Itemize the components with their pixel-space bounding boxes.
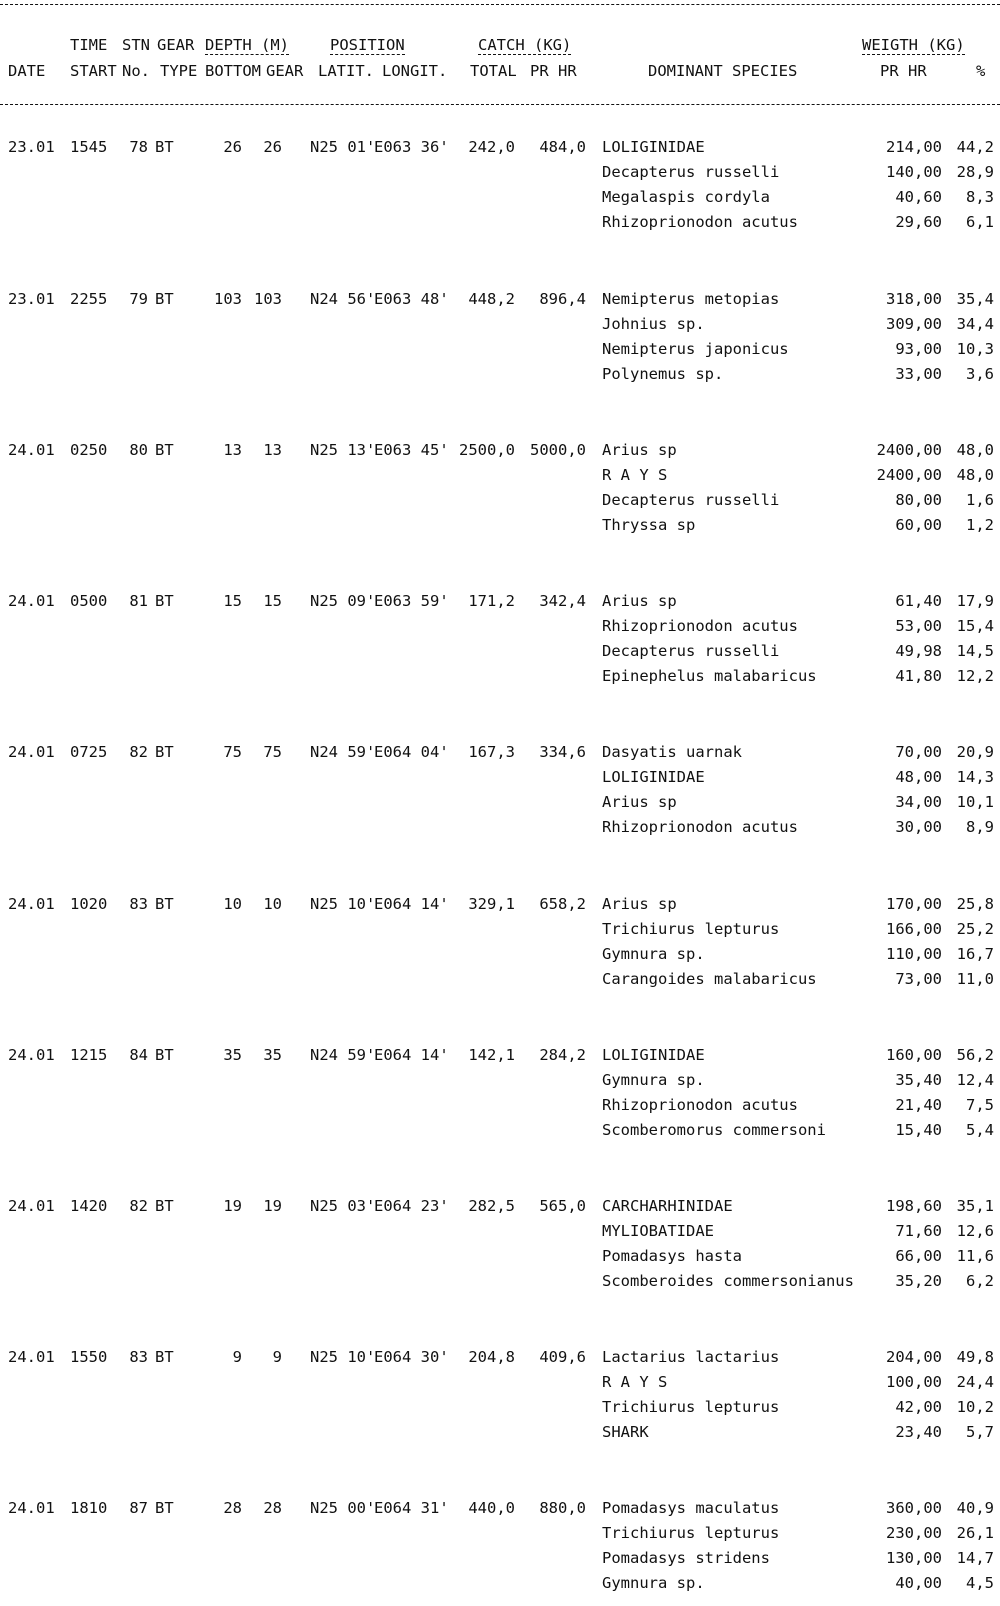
species-weight-cell: 110,00 [886,945,942,963]
depth-gear-cell: 103 [254,290,282,308]
species-weight-cell: 60,00 [895,516,942,534]
species-percent-cell: 10,1 [956,793,994,811]
species-weight-cell: 29,60 [895,213,942,231]
species-percent-cell: 24,4 [956,1373,994,1391]
depth-gear-cell: 35 [263,1046,282,1064]
date-cell: 24.01 [8,1499,55,1517]
species-name-cell: Johnius sp. [602,315,705,333]
species-percent-cell: 16,7 [956,945,994,963]
species-percent-cell: 6,1 [966,213,994,231]
latitude-cell: N25 00' [310,1499,376,1517]
latitude-cell: N25 01' [310,138,376,156]
longitude-cell: E063 36' [374,138,449,156]
species-weight-cell: 70,00 [895,743,942,761]
top-rule [0,4,1000,5]
species-weight-cell: 61,40 [895,592,942,610]
depth-bottom-cell: 13 [223,441,242,459]
species-weight-cell: 33,00 [895,365,942,383]
species-name-cell: Arius sp [602,895,677,913]
catch-total-cell: 242,0 [468,138,515,156]
header-longit: LONGIT. [382,62,448,80]
species-name-cell: Rhizoprionodon acutus [602,818,798,836]
depth-gear-cell: 15 [263,592,282,610]
catch-prhr-cell: 896,4 [539,290,586,308]
species-name-cell: Epinephelus malabaricus [602,667,817,685]
stn-cell: 82 [129,743,148,761]
stn-cell: 82 [129,1197,148,1215]
species-percent-cell: 5,7 [966,1423,994,1441]
latitude-cell: N25 10' [310,1348,376,1366]
species-name-cell: R A Y S [602,1373,668,1391]
species-name-cell: CARCHARHINIDAE [602,1197,733,1215]
species-weight-cell: 48,00 [895,768,942,786]
catch-total-cell: 204,8 [468,1348,515,1366]
catch-prhr-cell: 658,2 [539,895,586,913]
species-name-cell: Gymnura sp. [602,1071,705,1089]
species-percent-cell: 7,5 [966,1096,994,1114]
catch-total-cell: 171,2 [468,592,515,610]
time-cell: 1420 [70,1197,108,1215]
species-name-cell: LOLIGINIDAE [602,768,705,786]
latitude-cell: N25 13' [310,441,376,459]
species-percent-cell: 14,3 [956,768,994,786]
header-position-group: POSITION [330,36,405,54]
header-date: DATE [8,62,46,80]
species-weight-cell: 40,00 [895,1574,942,1592]
species-percent-cell: 4,5 [966,1574,994,1592]
species-percent-cell: 6,2 [966,1272,994,1290]
species-weight-cell: 318,00 [886,290,942,308]
species-weight-cell: 166,00 [886,920,942,938]
species-percent-cell: 26,1 [956,1524,994,1542]
species-weight-cell: 42,00 [895,1398,942,1416]
species-percent-cell: 20,9 [956,743,994,761]
longitude-cell: E064 04' [374,743,449,761]
species-weight-cell: 71,60 [895,1222,942,1240]
depth-bottom-cell: 28 [223,1499,242,1517]
header-weight-group: WEIGTH (KG) [862,36,965,54]
species-weight-cell: 30,00 [895,818,942,836]
header-weight-prhr: PR HR [880,62,927,80]
species-name-cell: Gymnura sp. [602,945,705,963]
species-weight-cell: 35,20 [895,1272,942,1290]
time-cell: 1215 [70,1046,108,1064]
species-name-cell: Nemipterus metopias [602,290,780,308]
stn-cell: 79 [129,290,148,308]
species-name-cell: Megalaspis cordyla [602,188,770,206]
depth-bottom-cell: 35 [223,1046,242,1064]
gear-type-cell: BT [155,592,174,610]
depth-gear-cell: 26 [263,138,282,156]
gear-type-cell: BT [155,441,174,459]
date-cell: 24.01 [8,441,55,459]
species-name-cell: Gymnura sp. [602,1574,705,1592]
gear-type-cell: BT [155,290,174,308]
species-weight-cell: 49,98 [895,642,942,660]
species-name-cell: MYLIOBATIDAE [602,1222,714,1240]
latitude-cell: N25 10' [310,895,376,913]
species-name-cell: Rhizoprionodon acutus [602,1096,798,1114]
species-weight-cell: 53,00 [895,617,942,635]
species-percent-cell: 14,5 [956,642,994,660]
species-weight-cell: 100,00 [886,1373,942,1391]
depth-bottom-cell: 10 [223,895,242,913]
stn-cell: 80 [129,441,148,459]
catch-prhr-cell: 5000,0 [530,441,586,459]
species-name-cell: R A Y S [602,466,668,484]
catch-total-cell: 142,1 [468,1046,515,1064]
species-weight-cell: 170,00 [886,895,942,913]
time-cell: 1550 [70,1348,108,1366]
species-name-cell: Polynemus sp. [602,365,724,383]
header-depth-bottom: BOTTOM [205,62,261,80]
date-cell: 24.01 [8,592,55,610]
species-percent-cell: 8,3 [966,188,994,206]
species-percent-cell: 49,8 [956,1348,994,1366]
date-cell: 24.01 [8,1046,55,1064]
species-percent-cell: 12,6 [956,1222,994,1240]
species-name-cell: Decapterus russelli [602,642,780,660]
species-weight-cell: 204,00 [886,1348,942,1366]
species-percent-cell: 1,2 [966,516,994,534]
species-percent-cell: 12,2 [956,667,994,685]
header-latit: LATIT. [318,62,374,80]
stn-cell: 87 [129,1499,148,1517]
catch-total-cell: 167,3 [468,743,515,761]
time-cell: 0725 [70,743,108,761]
species-name-cell: Decapterus russelli [602,491,780,509]
species-weight-cell: 2400,00 [876,466,942,484]
species-name-cell: SHARK [602,1423,649,1441]
stn-cell: 78 [129,138,148,156]
catch-prhr-cell: 334,6 [539,743,586,761]
depth-bottom-cell: 26 [223,138,242,156]
catch-total-cell: 2500,0 [459,441,515,459]
species-weight-cell: 73,00 [895,970,942,988]
species-weight-cell: 360,00 [886,1499,942,1517]
species-percent-cell: 12,4 [956,1071,994,1089]
species-weight-cell: 309,00 [886,315,942,333]
longitude-cell: E063 45' [374,441,449,459]
species-name-cell: Rhizoprionodon acutus [602,213,798,231]
stn-cell: 84 [129,1046,148,1064]
species-name-cell: Rhizoprionodon acutus [602,617,798,635]
species-weight-cell: 23,40 [895,1423,942,1441]
latitude-cell: N24 59' [310,743,376,761]
species-name-cell: LOLIGINIDAE [602,138,705,156]
header-time-start: START [70,62,117,80]
species-weight-cell: 80,00 [895,491,942,509]
species-percent-cell: 56,2 [956,1046,994,1064]
catch-total-cell: 282,5 [468,1197,515,1215]
depth-gear-cell: 19 [263,1197,282,1215]
species-name-cell: Decapterus russelli [602,163,780,181]
header-dominant-species: DOMINANT SPECIES [648,62,798,80]
species-name-cell: Arius sp [602,793,677,811]
species-name-cell: Trichiurus lepturus [602,1398,780,1416]
species-weight-cell: 2400,00 [876,441,942,459]
species-weight-cell: 41,80 [895,667,942,685]
time-cell: 0500 [70,592,108,610]
species-percent-cell: 35,4 [956,290,994,308]
gear-type-cell: BT [155,743,174,761]
species-percent-cell: 11,6 [956,1247,994,1265]
species-weight-cell: 66,00 [895,1247,942,1265]
depth-bottom-cell: 9 [232,1348,242,1366]
species-name-cell: Nemipterus japonicus [602,340,789,358]
time-cell: 1545 [70,138,108,156]
species-weight-cell: 40,60 [895,188,942,206]
depth-gear-cell: 10 [263,895,282,913]
latitude-cell: N24 56' [310,290,376,308]
longitude-cell: E064 14' [374,895,449,913]
species-percent-cell: 3,6 [966,365,994,383]
date-cell: 24.01 [8,743,55,761]
catch-prhr-cell: 484,0 [539,138,586,156]
species-weight-cell: 130,00 [886,1549,942,1567]
species-weight-cell: 21,40 [895,1096,942,1114]
depth-gear-cell: 75 [263,743,282,761]
longitude-cell: E064 23' [374,1197,449,1215]
date-cell: 24.01 [8,895,55,913]
species-name-cell: Pomadasys maculatus [602,1499,780,1517]
species-name-cell: Scomberomorus commersoni [602,1121,826,1139]
catch-total-cell: 329,1 [468,895,515,913]
catch-prhr-cell: 342,4 [539,592,586,610]
species-name-cell: Trichiurus lepturus [602,1524,780,1542]
stn-cell: 83 [129,1348,148,1366]
species-weight-cell: 35,40 [895,1071,942,1089]
species-name-cell: Pomadasys stridens [602,1549,770,1567]
species-percent-cell: 34,4 [956,315,994,333]
catch-total-cell: 440,0 [468,1499,515,1517]
species-percent-cell: 48,0 [956,441,994,459]
species-name-cell: Thryssa sp [602,516,696,534]
gear-type-cell: BT [155,1197,174,1215]
date-cell: 23.01 [8,290,55,308]
gear-type-cell: BT [155,1046,174,1064]
gear-type-cell: BT [155,1499,174,1517]
species-percent-cell: 1,6 [966,491,994,509]
longitude-cell: E064 31' [374,1499,449,1517]
header-catch-prhr: PR HR [530,62,577,80]
species-weight-cell: 230,00 [886,1524,942,1542]
species-weight-cell: 198,60 [886,1197,942,1215]
gear-type-cell: BT [155,138,174,156]
date-cell: 23.01 [8,138,55,156]
species-percent-cell: 44,2 [956,138,994,156]
species-weight-cell: 160,00 [886,1046,942,1064]
header-gear-top: GEAR [157,36,195,54]
depth-bottom-cell: 103 [214,290,242,308]
stn-cell: 83 [129,895,148,913]
species-percent-cell: 25,2 [956,920,994,938]
species-percent-cell: 11,0 [956,970,994,988]
species-percent-cell: 10,3 [956,340,994,358]
species-percent-cell: 8,9 [966,818,994,836]
catch-prhr-cell: 880,0 [539,1499,586,1517]
species-name-cell: Arius sp [602,441,677,459]
stn-cell: 81 [129,592,148,610]
species-percent-cell: 25,8 [956,895,994,913]
header-gear-type: TYPE [160,62,198,80]
species-name-cell: Pomadasys hasta [602,1247,742,1265]
species-weight-cell: 93,00 [895,340,942,358]
depth-bottom-cell: 15 [223,592,242,610]
depth-bottom-cell: 19 [223,1197,242,1215]
species-percent-cell: 14,7 [956,1549,994,1567]
species-name-cell: Trichiurus lepturus [602,920,780,938]
species-percent-cell: 15,4 [956,617,994,635]
latitude-cell: N25 09' [310,592,376,610]
catch-prhr-cell: 409,6 [539,1348,586,1366]
depth-bottom-cell: 75 [223,743,242,761]
catch-total-cell: 448,2 [468,290,515,308]
species-percent-cell: 17,9 [956,592,994,610]
species-percent-cell: 40,9 [956,1499,994,1517]
header-stn-top: STN [122,36,150,54]
time-cell: 0250 [70,441,108,459]
header-depth-group: DEPTH (M) [205,36,289,54]
time-cell: 2255 [70,290,108,308]
species-name-cell: Arius sp [602,592,677,610]
species-name-cell: Dasyatis uarnak [602,743,742,761]
header-catch-group: CATCH (KG) [478,36,572,54]
species-weight-cell: 34,00 [895,793,942,811]
header-depth-gear: GEAR [266,62,304,80]
species-name-cell: Scomberoides commersonianus [602,1272,854,1290]
header-time-top: TIME [70,36,108,54]
depth-gear-cell: 28 [263,1499,282,1517]
catch-prhr-cell: 565,0 [539,1197,586,1215]
species-percent-cell: 10,2 [956,1398,994,1416]
depth-gear-cell: 9 [272,1348,282,1366]
species-name-cell: LOLIGINIDAE [602,1046,705,1064]
date-cell: 24.01 [8,1348,55,1366]
longitude-cell: E064 30' [374,1348,449,1366]
latitude-cell: N24 59' [310,1046,376,1064]
header-total: TOTAL [470,62,517,80]
time-cell: 1810 [70,1499,108,1517]
header-bottom-rule [0,104,1000,105]
species-name-cell: Lactarius lactarius [602,1348,780,1366]
date-cell: 24.01 [8,1197,55,1215]
header-percent: % [976,62,986,80]
species-weight-cell: 15,40 [895,1121,942,1139]
catch-prhr-cell: 284,2 [539,1046,586,1064]
species-percent-cell: 5,4 [966,1121,994,1139]
species-percent-cell: 28,9 [956,163,994,181]
longitude-cell: E063 59' [374,592,449,610]
depth-gear-cell: 13 [263,441,282,459]
latitude-cell: N25 03' [310,1197,376,1215]
longitude-cell: E063 48' [374,290,449,308]
header-stn-no: No. [122,62,150,80]
species-percent-cell: 48,0 [956,466,994,484]
species-percent-cell: 35,1 [956,1197,994,1215]
species-name-cell: Carangoides malabaricus [602,970,817,988]
species-weight-cell: 140,00 [886,163,942,181]
time-cell: 1020 [70,895,108,913]
longitude-cell: E064 14' [374,1046,449,1064]
species-weight-cell: 214,00 [886,138,942,156]
gear-type-cell: BT [155,1348,174,1366]
gear-type-cell: BT [155,895,174,913]
